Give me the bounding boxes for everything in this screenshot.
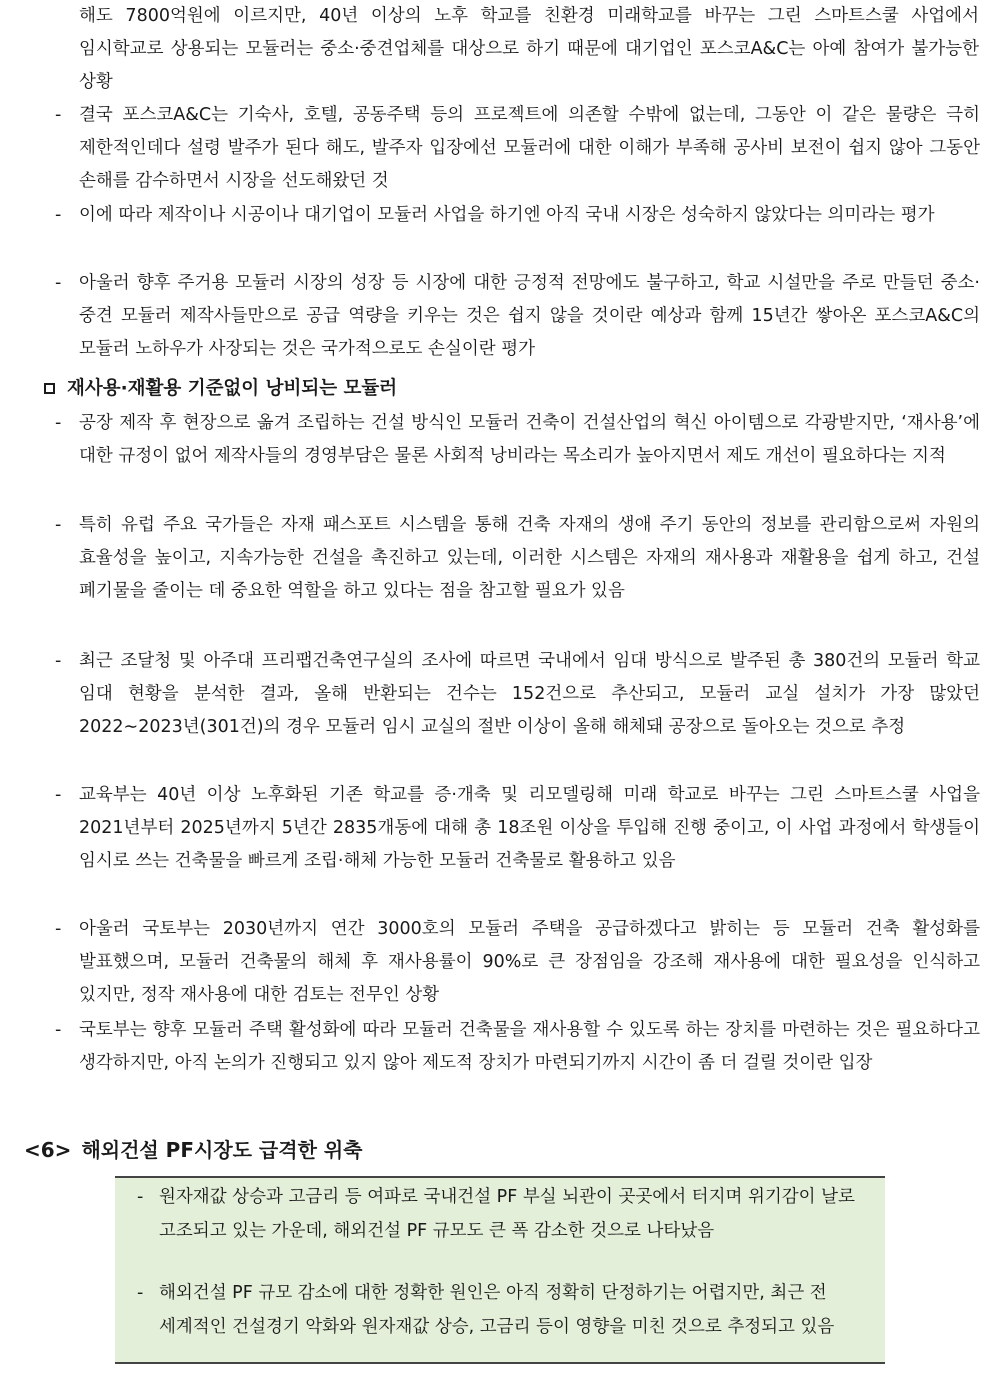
bullet-text: 교육부는 40년 이상 노후화된 기존 학교를 증·개축 및 리모델링해 미래 학교로 바꾸는 그린 스마트스쿨 사업을 2021년부터 2025년까지 5년간 2835개동에 대해 총 18조원 이상을 투입해 진행 중이고, 이 사업 과정에서 학생들이 임시로 쓰는 건축물을 빠르게 조립·해체 가능한 모듈러 건축물로 활용하고 있음: [79, 785, 980, 871]
chapter-title: 해외건설 PF시장도 급격한 위축: [81, 1138, 363, 1162]
bullet-text: 아울러 국토부는 2030년까지 연간 3000호의 모듈러 주택을 공급하겠다고 밝히는 등 모듈러 건축 활성화를 발표했으며, 모듈러 건축물의 해체 후 재사용률이 90%로 큰 장점임을 강조해 재사용에 대한 필요성을 인식하고 있지만, 정작 재사용에 대한 검토는 전무인 상황: [79, 919, 980, 1005]
bullet-text: 아울러 향후 주거용 모듈러 시장의 성장 등 시장에 대한 긍정적 전망에도 불구하고, 학교 시설만을 주로 만들던 중소·중견 모듈러 제작사들만으로 공급 역량을 키우는 것은 쉽지 않을 것이란 예상과 함께 15년간 쌓아온 포스코A&C의 모듈러 노하우가 사장되는 것은 국가적으로도 손실이란 평가: [79, 273, 980, 359]
bullet-text: 결국 포스코A&C는 기숙사, 호텔, 공동주택 등의 프로젝트에 의존할 수밖에 없는데, 그동안 이 같은 물량은 극히 제한적인데다 설령 발주가 된다 해도, 발주자 입장에선 모듈러에 대한 이해가 부족해 공사비 보전이 쉽지 않아 그동안 손해를 감수하면서 시장을 선도해왔던 것: [79, 105, 980, 191]
chapter-heading: [24, 1133, 363, 1167]
bullet-text: 최근 조달청 및 아주대 프리팹건축연구실의 조사에 따르면 국내에서 임대 방식으로 발주된 총 380건의 모듈러 학교 임대 현황을 분석한 결과, 올해 반환되는 건수는 152건으로 추산되고, 모듈러 교실 설치가 가장 많았던 2022∼2023년(301건)의 경우 모듈러 임시 교실의 절반 이상이 올해 해체돼 공장으로 돌아오는 것으로 추정: [79, 651, 980, 737]
bullet-dash: -: [55, 205, 62, 225]
bullet-item-section-5: [55, 913, 980, 1012]
summary-box: [115, 1176, 885, 1364]
bullet-item-top-1: [55, 99, 980, 198]
bullet-dash: -: [55, 919, 62, 939]
bullet-item-top-2: [55, 199, 980, 232]
bullet-dash: -: [55, 651, 62, 671]
section-heading-text: 재사용·재활용 기준없이 낭비되는 모듈러: [67, 378, 398, 399]
summary-text: 해외건설 PF 규모 감소에 대한 정확한 원인은 아직 정확히 단정하기는 어렵지만, 최근 전 세계적인 건설경기 악화와 원자재값 상승, 고금리 등이 영향을 미친 것으로 추정되고 있음: [159, 1283, 835, 1337]
square-bullet-icon: [44, 383, 55, 394]
bullet-text: 특히 유럽 주요 국가들은 자재 패스포트 시스템을 통해 건축 자재의 생애 주기 동안의 정보를 관리함으로써 자원의 효율성을 높이고, 지속가능한 건설을 촉진하고 있는데, 이러한 시스템은 자재의 재사용과 재활용을 쉽게 하고, 건설 폐기물을 줄이는 데 중요한 역할을 하고 있다는 점을 참고할 필요가 있음: [79, 515, 980, 601]
bullet-item-section-2: [55, 509, 980, 608]
bullet-item-section-6: [55, 1014, 980, 1080]
bullet-item-section-3: [55, 645, 980, 744]
bullet-dash: -: [55, 273, 62, 293]
bullet-item-section-4: [55, 779, 980, 878]
bullet-dash: -: [55, 1020, 62, 1040]
summary-item-1: [137, 1180, 872, 1248]
bullet-dash: -: [55, 515, 62, 535]
bullet-dash: -: [55, 785, 62, 805]
summary-item-2: [137, 1276, 872, 1344]
bullet-text: 이에 따라 제작이나 시공이나 대기업이 모듈러 사업을 하기엔 아직 국내 시장은 성숙하지 않았다는 의미라는 평가: [79, 205, 935, 225]
section-heading: [44, 372, 397, 405]
bullet-item-section-1: [55, 407, 980, 473]
summary-dash: -: [137, 1283, 144, 1303]
intro-continuation-paragraph: 해도 7800억원에 이르지만, 40년 이상의 노후 학교를 친환경 미래학교를 바꾸는 그린 스마트스쿨 사업에서 임시학교로 상용되는 모듈러는 중소·중견업체를 대상으로 하기 때문에 대기업인 포스코A&C는 아예 참여가 불가능한 상황: [79, 6, 979, 92]
bullet-text: 공장 제작 후 현장으로 옮겨 조립하는 건설 방식인 모듈러 건축이 건설산업의 혁신 아이템으로 각광받지만, ‘재사용’에 대한 규정이 없어 제작사들의 경영부담은 물론 사회적 낭비라는 목소리가 높아지면서 제도 개선이 필요하다는 지적: [79, 413, 980, 466]
chapter-number: <6>: [24, 1138, 72, 1162]
summary-dash: -: [137, 1187, 144, 1207]
summary-text: 원자재값 상승과 고금리 등 여파로 국내건설 PF 부실 뇌관이 곳곳에서 터지며 위기감이 날로 고조되고 있는 가운데, 해외건설 PF 규모도 큰 폭 감소한 것으로 나타났음: [159, 1187, 855, 1241]
bullet-item-top-3: [55, 267, 980, 366]
bullet-dash: -: [55, 105, 62, 125]
bullet-text: 국토부는 향후 모듈러 주택 활성화에 따라 모듈러 건축물을 재사용할 수 있도록 하는 장치를 마련하는 것은 필요하다고 생각하지만, 아직 논의가 진행되고 있지 않아 제도적 장치가 마련되기까지 시간이 좀 더 걸릴 것이란 입장: [79, 1020, 980, 1073]
bullet-dash: -: [55, 413, 62, 433]
